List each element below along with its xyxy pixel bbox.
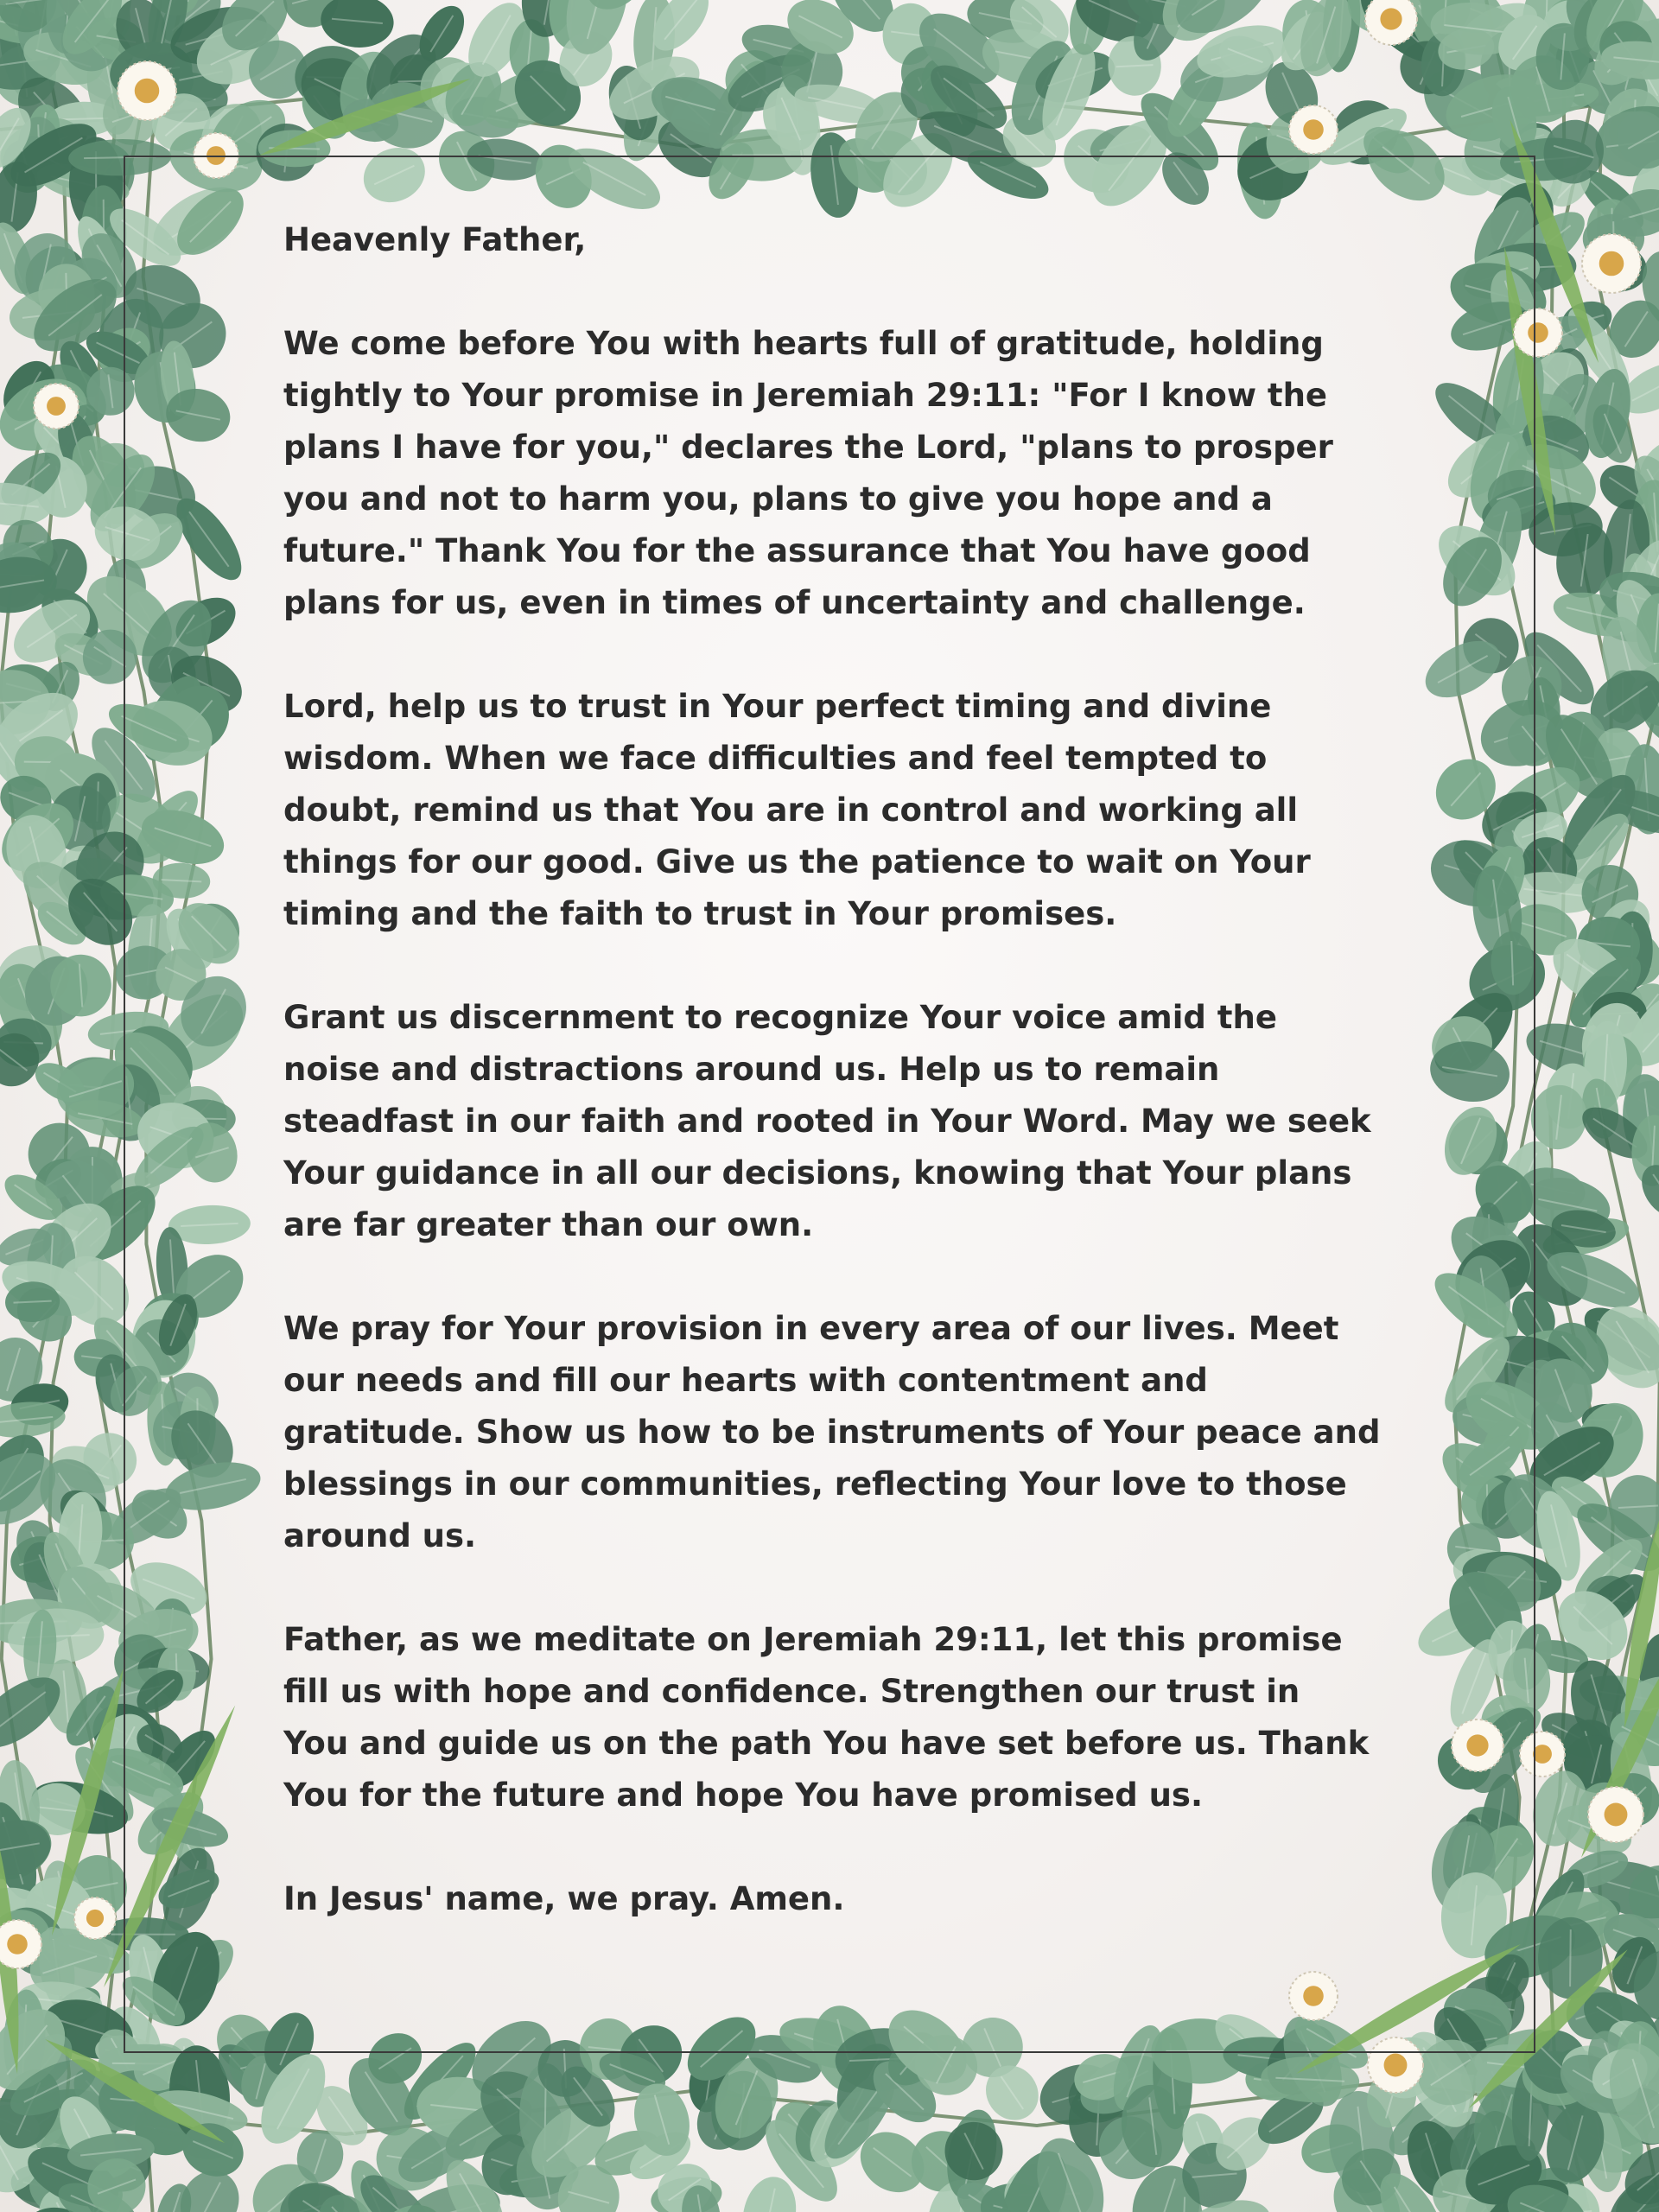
paragraph-line: steadfast in our faith and rooted in Your Word. May we seek	[283, 1103, 1371, 1140]
salutation-text: Heavenly Father,	[283, 221, 587, 258]
gum-blossom	[1365, 0, 1417, 45]
paragraph-line: plans I have for you," declares the Lord, "plans to prosper	[283, 429, 1333, 466]
paragraph-line: are far greater than our own.	[283, 1206, 814, 1243]
paragraph-line: We come before You with hearts full of gratitude, holding	[283, 325, 1324, 362]
paragraph-line: gratitude. Show us how to be instruments of Your peace and	[283, 1414, 1381, 1451]
paragraph-3	[283, 992, 1415, 1251]
paragraph-line: Your guidance in all our decisions, knowing that Your plans	[283, 1154, 1352, 1192]
leaf-vein	[1570, 1929, 1571, 1986]
gum-blossom	[118, 61, 176, 120]
paragraph-line: you and not to harm you, plans to give you hope and a	[283, 480, 1273, 518]
paragraph-line: plans for us, even in times of uncertainty and challenge.	[283, 584, 1306, 621]
closing	[283, 1873, 1415, 1925]
paragraph-line: You and guide us on the path You have set before us. Thank	[283, 1725, 1370, 1762]
prayer-letter	[283, 214, 1415, 1925]
paragraph-line: We pray for Your provision in every area of our lives. Meet	[283, 1310, 1339, 1347]
paragraph-4	[283, 1303, 1415, 1562]
paragraph-line: You for the future and hope You have promised us.	[283, 1777, 1204, 1814]
paragraph-line: tightly to Your promise in Jeremiah 29:11: "For I know the	[283, 377, 1328, 414]
gum-blossom	[1289, 105, 1338, 154]
paragraph-line: Lord, help us to trust in Your perfect timing and divine	[283, 688, 1272, 725]
paragraph-5	[283, 1614, 1415, 1821]
paragraph-line: Father, as we meditate on Jeremiah 29:11, let this promise	[283, 1621, 1343, 1658]
paragraph-line: things for our good. Give us the patience to wait on Your	[283, 843, 1311, 880]
paragraph-line: future." Thank You for the assurance that You have good	[283, 532, 1311, 569]
gum-blossom	[1582, 234, 1641, 293]
gum-blossom	[1588, 1787, 1643, 1842]
paragraph-line: doubt, remind us that You are in control and working all	[283, 791, 1299, 829]
paragraph-2	[283, 681, 1415, 940]
eucalyptus-leaf	[319, 0, 397, 51]
gum-blossom	[74, 1897, 116, 1939]
paragraph-line: blessings in our communities, reflecting Your love to those	[283, 1465, 1347, 1503]
paragraph-line: timing and the faith to trust in Your promises.	[283, 895, 1117, 932]
paragraph-line: Grant us discernment to recognize Your voice amid the	[283, 999, 1277, 1036]
paragraph-line: fill us with hope and confidence. Strengthen our trust in	[283, 1673, 1300, 1710]
paragraph-1	[283, 318, 1415, 629]
paragraph-line: around us.	[283, 1517, 477, 1554]
salutation	[283, 214, 1415, 266]
gum-blossom	[34, 384, 79, 429]
paragraph-line: noise and distractions around us. Help us to remain	[283, 1051, 1220, 1088]
paragraph-line: our needs and fill our hearts with contentment and	[283, 1362, 1208, 1399]
paragraph-line: wisdom. When we face difficulties and feel tempted to	[283, 740, 1268, 777]
closing-text: In Jesus' name, we pray. Amen.	[283, 1880, 845, 1917]
